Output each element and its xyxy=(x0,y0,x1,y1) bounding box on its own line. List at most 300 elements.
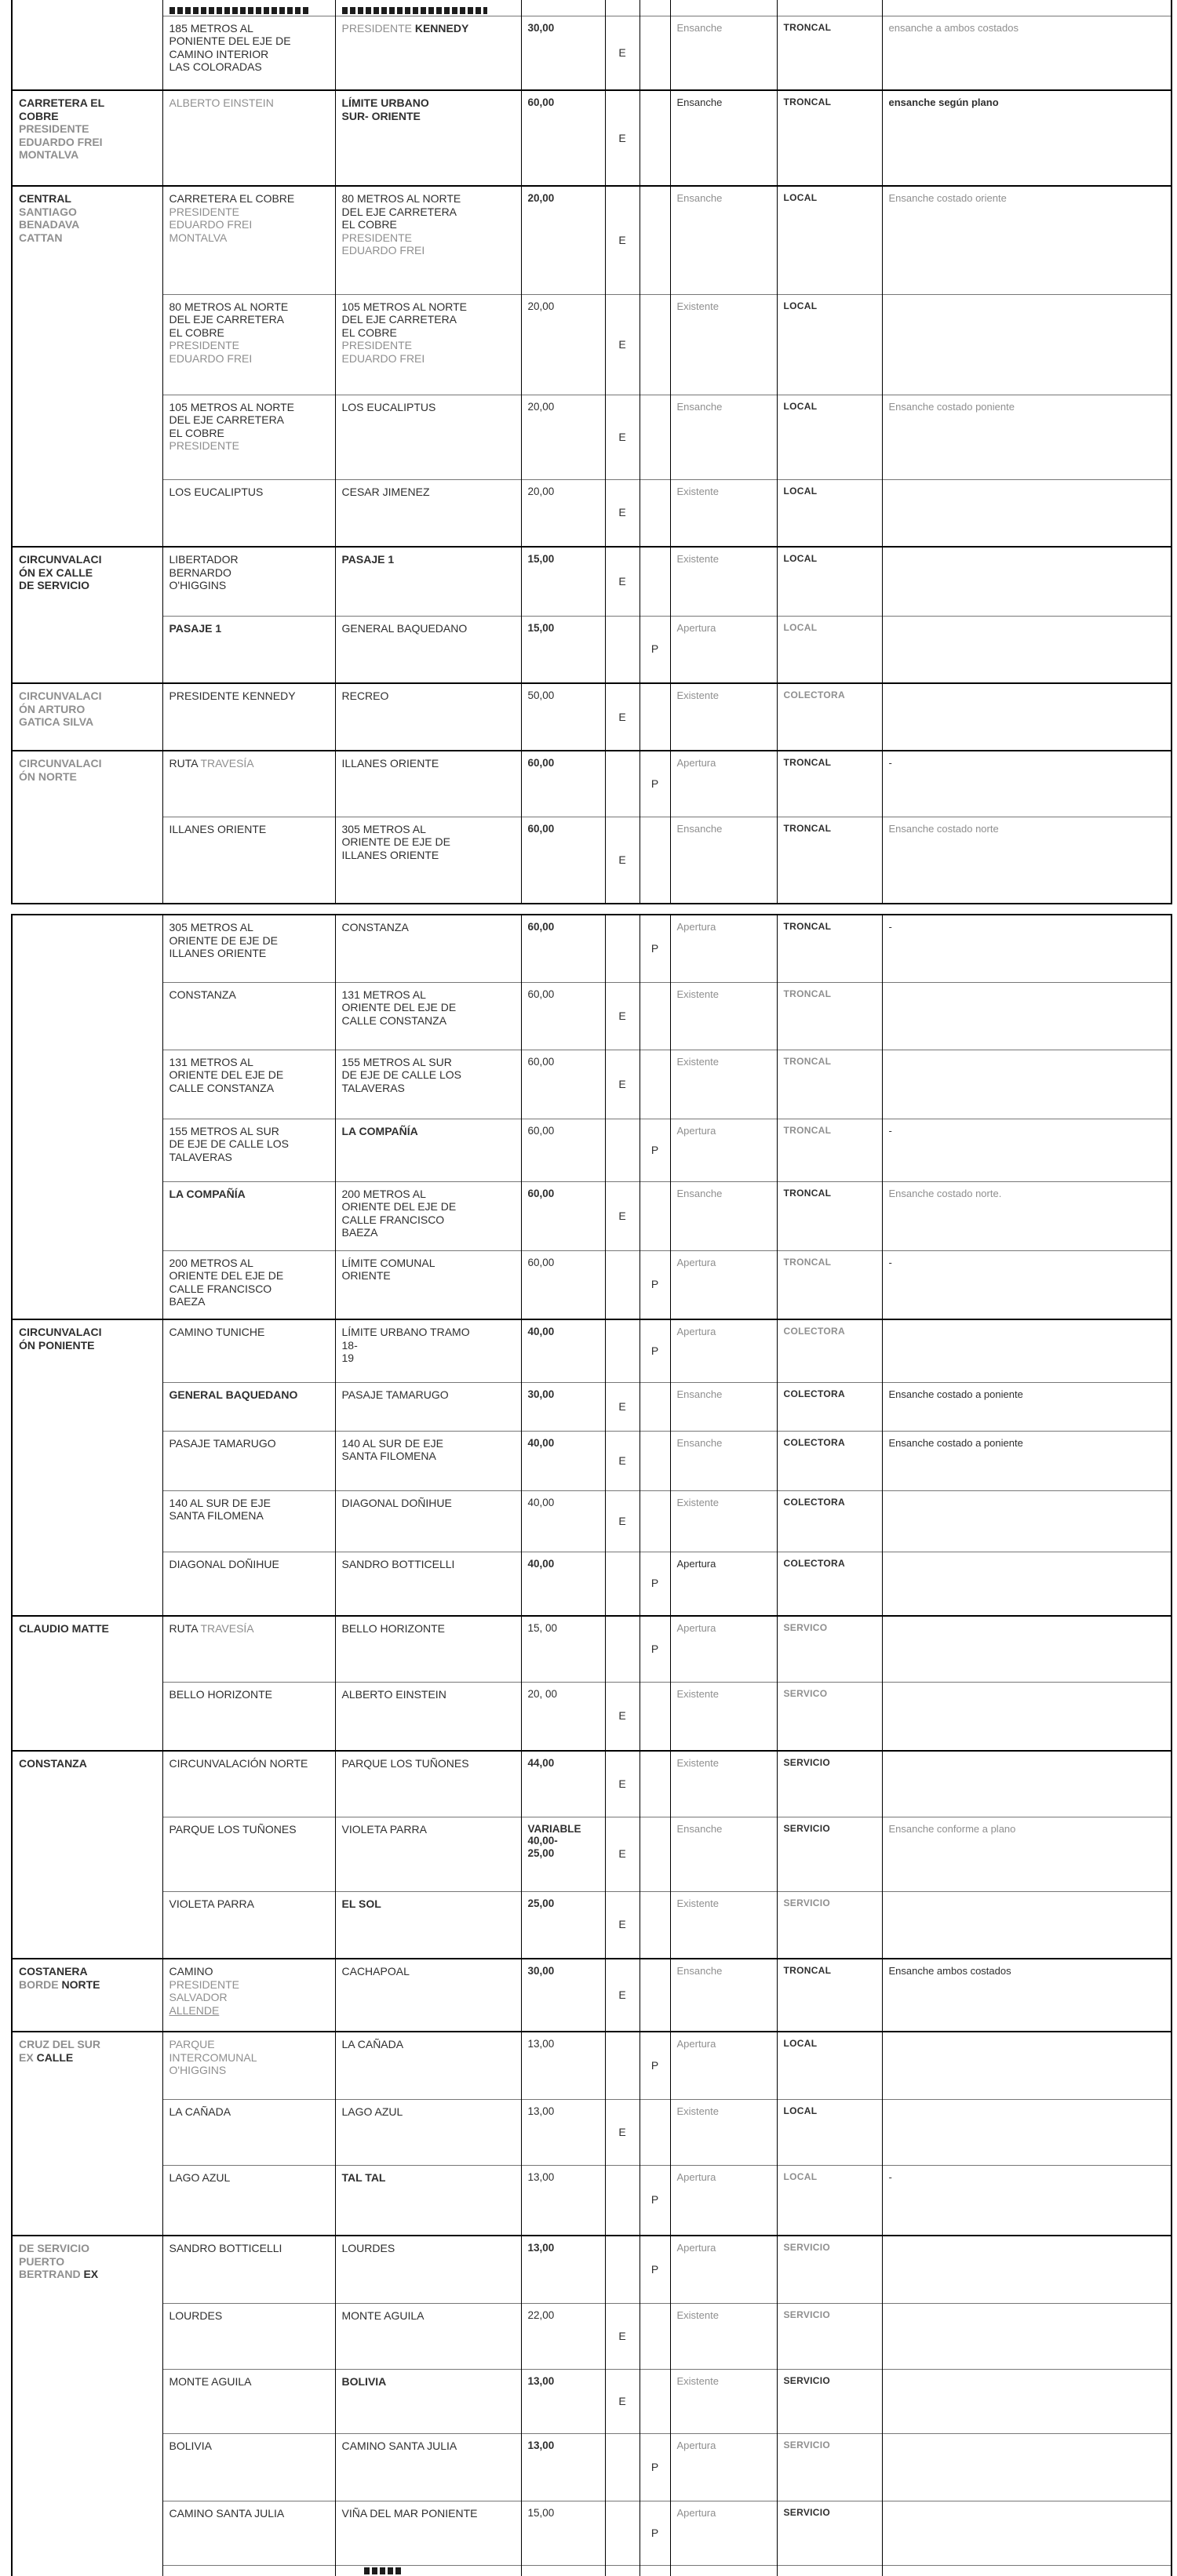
cell-existente-flag: E xyxy=(605,2369,640,2433)
cell-proyectada-flag xyxy=(640,186,670,294)
cell-ancho: 60,00 xyxy=(521,90,605,186)
table-row xyxy=(12,1319,1172,1382)
cell-observaciones xyxy=(882,2433,1172,2501)
cell-tramo-hasta: 105 METROS AL NORTE DEL EJE CARRETERA EL COBRE PRESIDENTE EDUARDO FREI xyxy=(335,294,521,395)
cell-existente-flag: E xyxy=(605,1050,640,1119)
cell-existente-flag: E xyxy=(605,2303,640,2369)
cell-categoria xyxy=(777,2565,882,2576)
cell-proyectada-flag: P xyxy=(640,751,670,817)
cell-ancho: 60,00 xyxy=(521,1119,605,1181)
cell-observaciones: Ensanche conforme a plano xyxy=(882,1817,1172,1891)
table-row xyxy=(12,1751,1172,1817)
cell-tramo-hasta: 80 METROS AL NORTE DEL EJE CARRETERA EL COBRE PRESIDENTE EDUARDO FREI xyxy=(335,186,521,294)
cell-categoria: TRONCAL xyxy=(777,915,882,982)
cell-existente-flag: E xyxy=(605,817,640,904)
cell-categoria xyxy=(777,0,882,16)
cell-observaciones xyxy=(882,2303,1172,2369)
cell-proyectada-flag xyxy=(640,2369,670,2433)
street-name-cell: CARRETERA EL COBRE PRESIDENTE EDUARDO FREI MONTALVA xyxy=(12,90,162,186)
cell-observaciones xyxy=(882,547,1172,616)
cell-observaciones xyxy=(882,1682,1172,1751)
street-name-cell: CONSTANZA xyxy=(12,1751,162,1959)
cell-ancho: 22,00 xyxy=(521,2303,605,2369)
cell-ancho: 44,00 xyxy=(521,1751,605,1817)
cell-tramo-hasta: RECREO xyxy=(335,683,521,751)
cell-tramo-desde: LA COMPAÑÍA xyxy=(162,1181,335,1250)
cell-tramo-desde: PASAJE TAMARUGO xyxy=(162,1431,335,1490)
cell-tramo-desde: MONTE AGUILA xyxy=(162,2369,335,2433)
cell-ancho: 20,00 xyxy=(521,479,605,547)
table-row xyxy=(12,1490,1172,1552)
cell-existente-flag xyxy=(605,2165,640,2236)
cell-tramo-desde: LAGO AZUL xyxy=(162,2165,335,2236)
cell-existente-flag xyxy=(605,2501,640,2565)
cell-tramo-hasta: LA COMPAÑÍA xyxy=(335,1119,521,1181)
cell-estado: Existente xyxy=(670,1050,777,1119)
table-row xyxy=(12,982,1172,1050)
cell-categoria: TRONCAL xyxy=(777,16,882,90)
cell-tramo-hasta: LOURDES xyxy=(335,2236,521,2303)
cell-observaciones: Ensanche costado norte. xyxy=(882,1181,1172,1250)
cell-ancho: 30,00 xyxy=(521,16,605,90)
cell-observaciones xyxy=(882,1552,1172,1616)
cell-estado: Existente xyxy=(670,2369,777,2433)
cell-tramo-desde: 80 METROS AL NORTE DEL EJE CARRETERA EL COBRE PRESIDENTE EDUARDO FREI xyxy=(162,294,335,395)
cell-existente-flag: E xyxy=(605,1751,640,1817)
cell-observaciones: - xyxy=(882,751,1172,817)
cell-estado: Existente xyxy=(670,294,777,395)
cell-observaciones xyxy=(882,0,1172,16)
cell-ancho: 30,00 xyxy=(521,1959,605,2032)
cell-ancho: 40,00 xyxy=(521,1490,605,1552)
cell-observaciones xyxy=(882,294,1172,395)
cell-estado: Ensanche xyxy=(670,1431,777,1490)
cell-observaciones: Ensanche ambos costados xyxy=(882,1959,1172,2032)
cell-ancho: 50,00 xyxy=(521,683,605,751)
cell-existente-flag: E xyxy=(605,294,640,395)
cell-existente-flag: E xyxy=(605,982,640,1050)
table-row xyxy=(12,2433,1172,2501)
cell-tramo-desde: CAMINO SANTA JULIA xyxy=(162,2501,335,2565)
cell-tramo-hasta: PASAJE TAMARUGO xyxy=(335,1382,521,1431)
cell-proyectada-flag xyxy=(640,982,670,1050)
cell-categoria: LOCAL xyxy=(777,2165,882,2236)
cell-categoria: COLECTORA xyxy=(777,1382,882,1431)
cell-existente-flag xyxy=(605,1552,640,1616)
cell-tramo-desde: CAMINO PRESIDENTE SALVADOR ALLENDE xyxy=(162,1959,335,2032)
cell-tramo-desde: 105 METROS AL NORTE DEL EJE CARRETERA EL COBRE PRESIDENTE xyxy=(162,395,335,479)
cell-tramo-hasta: CACHAPOAL xyxy=(335,1959,521,2032)
cell-tramo-desde: PARQUE INTERCOMUNAL O'HIGGINS xyxy=(162,2032,335,2099)
cell-tramo-hasta: PARQUE LOS TUÑONES xyxy=(335,1751,521,1817)
cell-estado: Apertura xyxy=(670,2433,777,2501)
cell-observaciones xyxy=(882,2236,1172,2303)
cell-tramo-hasta: GENERAL BAQUEDANO xyxy=(335,616,521,683)
cell-estado: Ensanche xyxy=(670,186,777,294)
cell-proyectada-flag xyxy=(640,2303,670,2369)
cell-categoria: LOCAL xyxy=(777,294,882,395)
cell-categoria: TRONCAL xyxy=(777,90,882,186)
cell-existente-flag: E xyxy=(605,1490,640,1552)
cell-categoria: TRONCAL xyxy=(777,1050,882,1119)
table-row xyxy=(12,1959,1172,2032)
cell-tramo-desde: BELLO HORIZONTE xyxy=(162,1682,335,1751)
cell-observaciones xyxy=(882,1050,1172,1119)
cell-tramo-hasta: VIÑA DEL MAR PONIENTE xyxy=(335,2501,521,2565)
cell-proyectada-flag: P xyxy=(640,2501,670,2565)
cell-categoria: TRONCAL xyxy=(777,1119,882,1181)
cell-tramo-hasta: LOS EUCALIPTUS xyxy=(335,395,521,479)
cell-tramo-hasta: LÍMITE URBANO TRAMO 18- 19 xyxy=(335,1319,521,1382)
cell-ancho: 60,00 xyxy=(521,982,605,1050)
clipped-text-fragment xyxy=(342,7,487,14)
table-row xyxy=(12,1119,1172,1181)
cell-estado: Existente xyxy=(670,1490,777,1552)
cell-proyectada-flag xyxy=(640,1181,670,1250)
cell-observaciones xyxy=(882,2369,1172,2433)
table-row xyxy=(12,0,1172,16)
cell-existente-flag: E xyxy=(605,479,640,547)
cell-observaciones xyxy=(882,2099,1172,2165)
cell-tramo-desde: LA CAÑADA xyxy=(162,2099,335,2165)
cell-observaciones: Ensanche costado a poniente xyxy=(882,1431,1172,1490)
cell-tramo-desde: CIRCUNVALACIÓN NORTE xyxy=(162,1751,335,1817)
cell-categoria: COLECTORA xyxy=(777,1319,882,1382)
cell-estado: Existente xyxy=(670,1751,777,1817)
cell-observaciones xyxy=(882,1891,1172,1959)
cell-existente-flag xyxy=(605,2565,640,2576)
cell-existente-flag xyxy=(605,1250,640,1319)
cell-tramo-hasta: ILLANES ORIENTE xyxy=(335,751,521,817)
cell-existente-flag: E xyxy=(605,1891,640,1959)
cell-existente-flag xyxy=(605,2032,640,2099)
cell-tramo-hasta: EL SOL xyxy=(335,1891,521,1959)
cell-proyectada-flag: P xyxy=(640,1250,670,1319)
cell-observaciones: Ensanche costado norte xyxy=(882,817,1172,904)
table-row xyxy=(12,915,1172,982)
cell-proyectada-flag xyxy=(640,547,670,616)
cell-estado: Existente xyxy=(670,479,777,547)
cell-tramo-desde: ALBERTO EINSTEIN xyxy=(162,90,335,186)
cell-proyectada-flag xyxy=(640,683,670,751)
cell-categoria: LOCAL xyxy=(777,186,882,294)
cell-observaciones xyxy=(882,479,1172,547)
cell-categoria: TRONCAL xyxy=(777,982,882,1050)
cell-tramo-hasta: LA CAÑADA xyxy=(335,2032,521,2099)
cell-estado: Ensanche xyxy=(670,1181,777,1250)
table-row xyxy=(12,2099,1172,2165)
cell-existente-flag: E xyxy=(605,1431,640,1490)
cell-categoria: SERVICIO xyxy=(777,1817,882,1891)
cell-tramo-hasta: 200 METROS AL ORIENTE DEL EJE DE CALLE FRANCISCO BAEZA xyxy=(335,1181,521,1250)
cell-tramo-desde: 131 METROS AL ORIENTE DEL EJE DE CALLE CONSTANZA xyxy=(162,1050,335,1119)
cell-ancho: 60,00 xyxy=(521,817,605,904)
cell-categoria: LOCAL xyxy=(777,2099,882,2165)
cell-estado xyxy=(670,2565,777,2576)
cell-existente-flag: E xyxy=(605,1181,640,1250)
cell-ancho: 20,00 xyxy=(521,294,605,395)
cell-observaciones xyxy=(882,1490,1172,1552)
cell-ancho: 25,00 xyxy=(521,1891,605,1959)
cell-estado: Ensanche xyxy=(670,1959,777,2032)
table-row xyxy=(12,186,1172,294)
street-name-cell: CIRCUNVALACI ÓN PONIENTE xyxy=(12,1319,162,1616)
cell-existente-flag: E xyxy=(605,1682,640,1751)
table-row xyxy=(12,547,1172,616)
cell-existente-flag xyxy=(605,2236,640,2303)
table-row xyxy=(12,479,1172,547)
cell-tramo-desde: RUTA TRAVESÍA xyxy=(162,751,335,817)
cell-existente-flag xyxy=(605,1319,640,1382)
cell-tramo-hasta: 131 METROS AL ORIENTE DEL EJE DE CALLE CONSTANZA xyxy=(335,982,521,1050)
street-name-cell xyxy=(12,915,162,1319)
cell-categoria: TRONCAL xyxy=(777,817,882,904)
table-row xyxy=(12,2236,1172,2303)
cell-ancho: 60,00 xyxy=(521,1181,605,1250)
cell-categoria: SERVICO xyxy=(777,1682,882,1751)
cell-observaciones: - xyxy=(882,1119,1172,1181)
table-row xyxy=(12,16,1172,90)
street-name-cell: COSTANERA BORDE NORTE xyxy=(12,1959,162,2032)
cell-observaciones: ensanche según plano xyxy=(882,90,1172,186)
cell-categoria: SERVICIO xyxy=(777,2303,882,2369)
cell-estado: Existente xyxy=(670,1682,777,1751)
cell-categoria: COLECTORA xyxy=(777,683,882,751)
cell-existente-flag xyxy=(605,1119,640,1181)
cell-tramo-hasta xyxy=(335,2565,521,2576)
cell-proyectada-flag: P xyxy=(640,1616,670,1682)
cell-ancho: 20,00 xyxy=(521,186,605,294)
cell-existente-flag: E xyxy=(605,1817,640,1891)
cell-ancho: 40,00 xyxy=(521,1431,605,1490)
cell-categoria: SERVICIO xyxy=(777,1891,882,1959)
cell-tramo-desde: CARRETERA EL COBRE PRESIDENTE EDUARDO FREI MONTALVA xyxy=(162,186,335,294)
cell-estado: Apertura xyxy=(670,1319,777,1382)
cell-proyectada-flag xyxy=(640,1050,670,1119)
cell-tramo-hasta: TAL TAL xyxy=(335,2165,521,2236)
cell-proyectada-flag xyxy=(640,0,670,16)
cell-tramo-desde: SANDRO BOTTICELLI xyxy=(162,2236,335,2303)
cell-observaciones xyxy=(882,683,1172,751)
page-break-gap xyxy=(11,904,1171,914)
cell-ancho: 40,00 xyxy=(521,1552,605,1616)
cell-existente-flag: E xyxy=(605,90,640,186)
cell-existente-flag: E xyxy=(605,186,640,294)
cell-categoria: SERVICIO xyxy=(777,2236,882,2303)
table-row xyxy=(12,395,1172,479)
cell-tramo-desde xyxy=(162,2565,335,2576)
cell-tramo-desde: LOURDES xyxy=(162,2303,335,2369)
street-name-cell xyxy=(12,0,162,90)
cell-tramo-desde: 200 METROS AL ORIENTE DEL EJE DE CALLE FRANCISCO BAEZA xyxy=(162,1250,335,1319)
cell-tramo-desde: VIOLETA PARRA xyxy=(162,1891,335,1959)
cell-estado: Apertura xyxy=(670,1119,777,1181)
cell-ancho: 13,00 xyxy=(521,2369,605,2433)
cell-observaciones: ensanche a ambos costados xyxy=(882,16,1172,90)
table-row xyxy=(12,2303,1172,2369)
cell-proyectada-flag: P xyxy=(640,616,670,683)
cell-ancho: 13,00 xyxy=(521,2032,605,2099)
cell-estado: Existente xyxy=(670,2303,777,2369)
cell-categoria: SERVICIO xyxy=(777,2501,882,2565)
table-row xyxy=(12,2165,1172,2236)
cell-tramo-hasta: LÍMITE URBANO SUR- ORIENTE xyxy=(335,90,521,186)
cell-existente-flag: E xyxy=(605,16,640,90)
cell-tramo-hasta: LÍMITE COMUNAL ORIENTE xyxy=(335,1250,521,1319)
cell-tramo-desde: PASAJE 1 xyxy=(162,616,335,683)
cell-proyectada-flag xyxy=(640,817,670,904)
cell-existente-flag xyxy=(605,0,640,16)
cell-estado: Apertura xyxy=(670,2165,777,2236)
cell-proyectada-flag xyxy=(640,294,670,395)
cell-tramo-hasta: DIAGONAL DOÑIHUE xyxy=(335,1490,521,1552)
cell-estado: Apertura xyxy=(670,2236,777,2303)
cell-ancho: 15,00 xyxy=(521,2501,605,2565)
cell-observaciones: - xyxy=(882,1250,1172,1319)
cell-categoria: LOCAL xyxy=(777,616,882,683)
cell-proyectada-flag xyxy=(640,1682,670,1751)
cell-tramo-hasta: 140 AL SUR DE EJE SANTA FILOMENA xyxy=(335,1431,521,1490)
cell-ancho: 20,00 xyxy=(521,395,605,479)
cell-observaciones xyxy=(882,2032,1172,2099)
cell-categoria: LOCAL xyxy=(777,395,882,479)
cell-estado: Existente xyxy=(670,982,777,1050)
cell-tramo-hasta: 155 METROS AL SUR DE EJE DE CALLE LOS TALAVERAS xyxy=(335,1050,521,1119)
cell-proyectada-flag xyxy=(640,1751,670,1817)
cell-tramo-desde: 185 METROS AL PONIENTE DEL EJE DE CAMINO INTERIOR LAS COLORADAS xyxy=(162,16,335,90)
table-row xyxy=(12,1891,1172,1959)
cell-categoria: TRONCAL xyxy=(777,1959,882,2032)
table-row xyxy=(12,1817,1172,1891)
cell-tramo-desde: PRESIDENTE KENNEDY xyxy=(162,683,335,751)
cell-existente-flag xyxy=(605,2433,640,2501)
cell-tramo-hasta: PASAJE 1 xyxy=(335,547,521,616)
cell-estado: Apertura xyxy=(670,1616,777,1682)
cell-estado: Ensanche xyxy=(670,90,777,186)
cell-tramo-desde: 155 METROS AL SUR DE EJE DE CALLE LOS TALAVERAS xyxy=(162,1119,335,1181)
cell-tramo-desde: RUTA TRAVESÍA xyxy=(162,1616,335,1682)
cell-existente-flag xyxy=(605,751,640,817)
street-name-cell: DE SERVICIO PUERTO BERTRAND EX xyxy=(12,2236,162,2576)
table-row xyxy=(12,1181,1172,1250)
table-row xyxy=(12,2369,1172,2433)
cell-proyectada-flag xyxy=(640,1891,670,1959)
cell-estado: Existente xyxy=(670,683,777,751)
cell-tramo-desde: ILLANES ORIENTE xyxy=(162,817,335,904)
cell-estado: Existente xyxy=(670,1891,777,1959)
cell-tramo-desde: LOS EUCALIPTUS xyxy=(162,479,335,547)
cell-tramo-hasta: CAMINO SANTA JULIA xyxy=(335,2433,521,2501)
cell-proyectada-flag xyxy=(640,90,670,186)
cell-ancho: 15,00 xyxy=(521,616,605,683)
cell-existente-flag: E xyxy=(605,395,640,479)
cell-ancho: 60,00 xyxy=(521,1050,605,1119)
cell-proyectada-flag: P xyxy=(640,2236,670,2303)
cell-tramo-hasta: PRESIDENTE KENNEDY xyxy=(335,16,521,90)
cell-estado: Existente xyxy=(670,2099,777,2165)
cell-categoria: TRONCAL xyxy=(777,751,882,817)
cell-tramo-desde: 140 AL SUR DE EJE SANTA FILOMENA xyxy=(162,1490,335,1552)
cell-observaciones xyxy=(882,616,1172,683)
cell-tramo-hasta: CESAR JIMENEZ xyxy=(335,479,521,547)
cell-ancho: VARIABLE 40,00- 25,00 xyxy=(521,1817,605,1891)
cell-observaciones xyxy=(882,1751,1172,1817)
cell-tramo-desde: GENERAL BAQUEDANO xyxy=(162,1382,335,1431)
cell-observaciones: - xyxy=(882,915,1172,982)
cell-tramo-desde: CONSTANZA xyxy=(162,982,335,1050)
table-row xyxy=(12,2032,1172,2099)
clipped-text-fragment xyxy=(364,2567,402,2574)
cell-ancho: 60,00 xyxy=(521,1250,605,1319)
cell-estado: Ensanche xyxy=(670,1382,777,1431)
table-row xyxy=(12,2565,1172,2576)
cell-tramo-desde: BOLIVIA xyxy=(162,2433,335,2501)
cell-proyectada-flag xyxy=(640,16,670,90)
cell-categoria: SERVICO xyxy=(777,1616,882,1682)
street-name-cell: CIRCUNVALACI ÓN NORTE xyxy=(12,751,162,904)
cell-estado: Apertura xyxy=(670,2501,777,2565)
cell-estado: Apertura xyxy=(670,1552,777,1616)
cell-proyectada-flag xyxy=(640,479,670,547)
street-name-cell: CIRCUNVALACI ÓN EX CALLE DE SERVICIO xyxy=(12,547,162,683)
cell-estado: Apertura xyxy=(670,616,777,683)
cell-observaciones xyxy=(882,982,1172,1050)
cell-observaciones xyxy=(882,1319,1172,1382)
cell-tramo-desde: DIAGONAL DOÑIHUE xyxy=(162,1552,335,1616)
cell-estado xyxy=(670,0,777,16)
cell-categoria: LOCAL xyxy=(777,2032,882,2099)
cell-estado: Ensanche xyxy=(670,16,777,90)
cell-estado: Ensanche xyxy=(670,395,777,479)
cell-existente-flag: E xyxy=(605,683,640,751)
cell-tramo-desde: CAMINO TUNICHE xyxy=(162,1319,335,1382)
cell-categoria: TRONCAL xyxy=(777,1181,882,1250)
cell-categoria: SERVICIO xyxy=(777,2369,882,2433)
table-row xyxy=(12,616,1172,683)
cell-estado: Apertura xyxy=(670,1250,777,1319)
cell-ancho: 15,00 xyxy=(521,547,605,616)
cell-tramo-hasta xyxy=(335,0,521,16)
table-row xyxy=(12,751,1172,817)
cell-tramo-hasta: LAGO AZUL xyxy=(335,2099,521,2165)
table-row xyxy=(12,2501,1172,2565)
cell-estado: Existente xyxy=(670,547,777,616)
table-row xyxy=(12,1250,1172,1319)
street-name-cell: CRUZ DEL SUR EX CALLE xyxy=(12,2032,162,2236)
cell-categoria: LOCAL xyxy=(777,547,882,616)
table-row xyxy=(12,1382,1172,1431)
cell-ancho: 60,00 xyxy=(521,915,605,982)
cell-tramo-desde: 305 METROS AL ORIENTE DE EJE DE ILLANES ORIENTE xyxy=(162,915,335,982)
cell-observaciones xyxy=(882,2501,1172,2565)
cell-proyectada-flag: P xyxy=(640,2032,670,2099)
cell-proyectada-flag: P xyxy=(640,1319,670,1382)
cell-proyectada-flag xyxy=(640,1817,670,1891)
cell-tramo-hasta: CONSTANZA xyxy=(335,915,521,982)
table-row xyxy=(12,817,1172,904)
cell-estado: Ensanche xyxy=(670,817,777,904)
cell-estado: Apertura xyxy=(670,751,777,817)
cell-proyectada-flag: P xyxy=(640,2433,670,2501)
cell-ancho: 40,00 xyxy=(521,1319,605,1382)
cell-ancho: 15, 00 xyxy=(521,1616,605,1682)
street-name-cell: CIRCUNVALACI ÓN ARTURO GATICA SILVA xyxy=(12,683,162,751)
vialidad-table-page-1 xyxy=(11,0,1172,904)
cell-proyectada-flag: P xyxy=(640,1552,670,1616)
cell-tramo-hasta: ALBERTO EINSTEIN xyxy=(335,1682,521,1751)
table-row xyxy=(12,294,1172,395)
cell-existente-flag xyxy=(605,915,640,982)
